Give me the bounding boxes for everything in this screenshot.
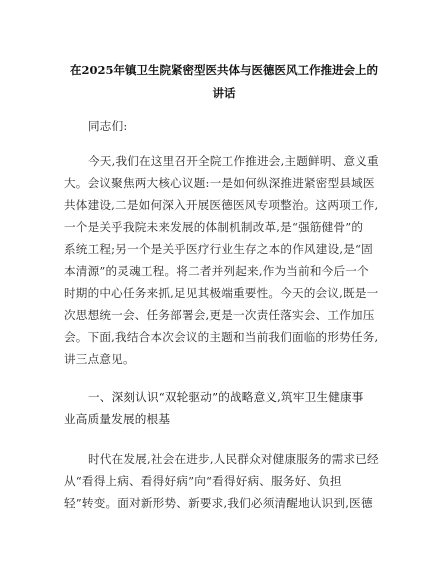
document-title-line-1: 在2025年镇卫生院紧密型医共体与医德医风工作推进会上的 — [69, 63, 378, 77]
document-title-line-2: 讲话 — [212, 86, 236, 100]
paragraph-2-line: 轻”转变。面对新形势、新要求,我们必须清醒地认识到,医德 — [64, 496, 373, 510]
paragraph-1-line: 讲三点意见。 — [64, 352, 135, 366]
paragraph-1-line: 时期的中心任务来抓,足见其极端重要性。今天的会议,既是一 — [64, 286, 379, 300]
section-heading-1-line: 一、深刻认识“双轮驱动”的战略意义,筑牢卫生健康事 — [88, 390, 364, 404]
paragraph-1-line: 一个是关乎我院未来发展的体制机制改革,是“强筋健骨”的 — [64, 220, 364, 234]
paragraph-1-line: 次思想统一会、任务部署会,更是一次责任落实会、工作加压 — [64, 308, 375, 322]
paragraph-1-line: 会。下面,我结合本次会议的主题和当前我们面临的形势任务, — [64, 330, 379, 344]
paragraph-1-line: 系统工程;另一个是关乎医疗行业生存之本的作风建设,是“固 — [64, 242, 373, 256]
salutation: 同志们: — [88, 119, 128, 133]
paragraph-1-line: 大。会议聚焦两大核心议题:一是如何纵深推进紧密型县域医 — [64, 176, 375, 190]
paragraph-2-line: 时代在发展,社会在进步,人民群众对健康服务的需求已经 — [88, 452, 379, 466]
section-heading-1-line: 业高质量发展的根基 — [64, 412, 171, 426]
paragraph-1-line: 本清源”的灵魂工程。将二者并列起来,作为当前和今后一个 — [64, 264, 369, 278]
paragraph-1-line: 共体建设,二是如何深入开展医德医风专项整治。这两项工作, — [64, 198, 379, 212]
paragraph-1-line: 今天,我们在这里召开全院工作推进会,主题鲜明、意义重 — [88, 154, 379, 168]
paragraph-2-line: 从“看得上病、看得好病”向“看得好病、服务好、负担 — [64, 474, 342, 488]
